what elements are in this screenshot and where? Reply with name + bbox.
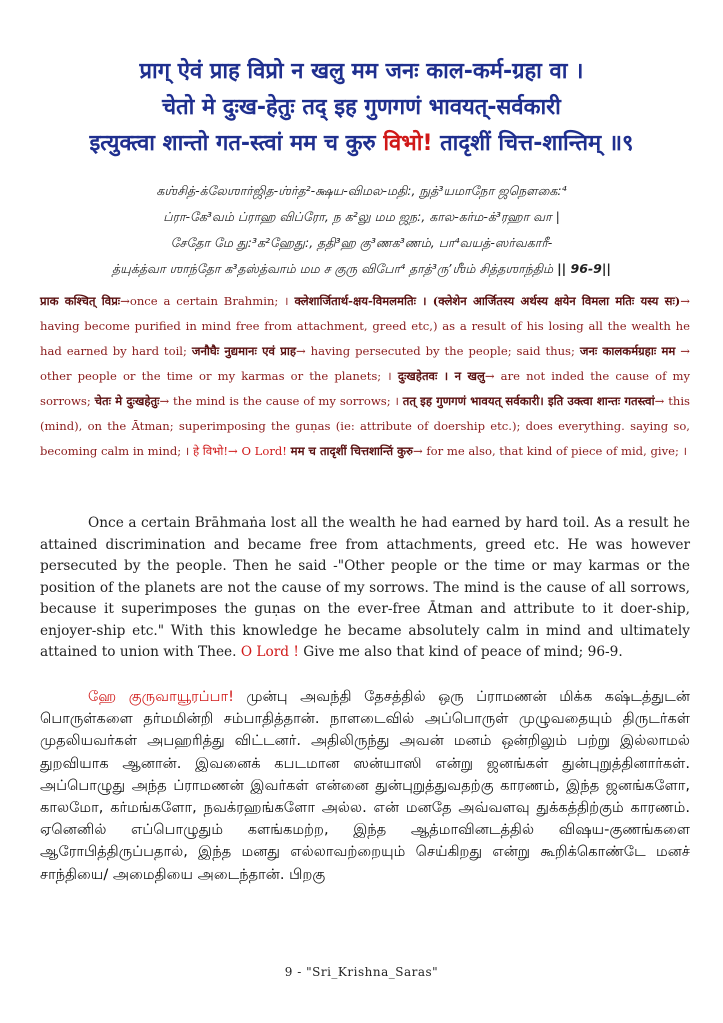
- wm-gloss-3: → having persecuted by the people; said thus;: [296, 344, 580, 358]
- tamil-verse-line-4: [0, 261, 723, 278]
- wm-term-2: क्लेशार्जितार्थ-क्षय-विमलमतिः । (क्लेशेन आर्जितस्य अर्थस्य क्षयेन विमला मतिः यस्य सः): [294, 294, 681, 308]
- sanskrit-verse-line-3: [0, 127, 723, 157]
- tamil-text: முன்பு அவந்தி தேசத்தில் ஒரு ப்ராமணன் மிக்க கஷ்டத்துடன் பொருள்களை தர்மமின்றி சம்பாதித்தான். நாளடைவில் அப்பொருள் முழுவதையும் திருடர்கள் முதலியவர்கள் அபஹரித்து விட்டனர். அதிலிருந்து அவன் மனம் ஒன்றிலும் பற்று இல்லாமல் துறவியாக ஆனான். இவனைக் கபடமான ஸன்யாஸி என்று ஜனங்கள் துன்புறுத்தினார்கள். அப்பொழுது அந்த ப்ராமணன் இவர்கள் என்னை துன்புறுத்துவதற்கு காரணம், இந்த ஜனங்களோ, காலமோ, கர்மங்களோ, நவக்ரஹங்களோ அல்ல. என் மனதே அவ்வளவு துக்கத்திற்கும் காரணம். ஏனெனில் எப்பொழுதும் களங்கமற்ற, இந்த ஆத்மாவினடத்தில் விஷய-குணங்களை ஆரோபித்திருப்பதால், இந்த மனது எல்லாவற்றையும் செய்கிறது என்று கூறிக்கொண்டே மனச் சாந்தியை/ அமைதியை அடைந்தான். பிறகு: [40, 688, 690, 883]
- english-text: Once a certain Brāhmaṅa lost all the wealth he had earned by hard toil. As a result he attained discrimination and became free from attachments, greed etc. He was however persecuted by the people. Then he said -"Other people or the time or may karmas or the position of the planets are not the cause of my sorrows. The mind is the cause of all sorrows, because it superimposes the guṇas on the ever-free Ātman and attribute to it doer-ship, enjoyer-ship etc." With this knowledge he became absolutely calm in mind and ultimately attained to union with Thee.: [40, 515, 690, 660]
- tamil-commentary: [40, 686, 690, 886]
- wm-gloss-5: → are not inded the cause of my sorrows;: [40, 369, 691, 408]
- sanskrit-verse-line-2: चेतो मे दुःख-हेतुः तद् इह गुणगणं भावयत्-सर्वकारी: [162, 95, 561, 120]
- wm-term-5: दुःखहेतवः । न खलु: [397, 369, 485, 383]
- wm-gloss-6: → the mind is the cause of my sorrows; ।: [159, 394, 403, 408]
- english-tail: Give me also that kind of peace of mind; 96-9.: [298, 644, 623, 660]
- wm-vocative: हे विभो!→ O Lord!: [192, 444, 287, 458]
- english-vocative: O Lord !: [240, 644, 299, 660]
- word-meaning-block: [40, 289, 690, 464]
- english-translation: [40, 513, 690, 664]
- verse-vocative-vibho: विभो!: [383, 131, 433, 156]
- wm-term-9: मम च तादृशीं चित्तशान्तिं कुरु: [290, 444, 413, 458]
- wm-gloss-1: →once a certain Brahmin; ।: [120, 294, 295, 308]
- wm-gloss-4: → other people or the time or my karmas or the planets; ।: [40, 344, 690, 383]
- wm-gloss-2: → having become purified in mind free from attachment, greed etc,) as a result of his losing all the wealth he had earned by hard toil;: [40, 294, 690, 358]
- tamil-verse-line-4-text: த்யுக்த்வா ஶாந்தோ க³தஸ்த்வாம் மம ச குரு விபோ⁴ தாத்³ருʼஶீம் சித்தஶாந்திம்: [112, 261, 558, 276]
- wm-term-7: तत् इह गुणगणं भावयत् सर्वकारी। इति उक्त्वा शान्तः गतस्त्वां: [402, 394, 655, 408]
- tamil-vocative: ஹே குருவாயூரப்பா!: [88, 688, 234, 705]
- wm-term-1: प्राक कश्चित् विप्रः: [40, 294, 121, 308]
- verse-line-3-end: तादृशीं चित्त-शान्तिम् ॥९: [432, 131, 634, 156]
- wm-gloss-9: → for me also, that kind of piece of mid, give; ।: [412, 444, 687, 458]
- sanskrit-verse-line-1: प्राग् ऐवं प्राह विप्रो न खलु मम जनः काल-कर्म-ग्रहा वा ।: [139, 59, 584, 84]
- wm-gloss-7: → this (mind), on the Ātman; superimposing the guṇas (ie: attribute of doership etc.); does everything. saying so, becoming calm in mind; ।: [40, 394, 690, 458]
- tamil-verse-line-2: ப்ரா-கே³வம் ப்ராஹ விப்ரோ, ந க²லு மம ஜந:, கால-கர்ம-க்³ரஹா வா |: [163, 209, 560, 224]
- wm-term-3: जनौघैः नुद्यमानः एवं प्राह: [191, 344, 297, 358]
- wm-term-6: चेतः मे दुःखहेतुः: [94, 394, 160, 408]
- tamil-verse-line-1: கஶ்சித்-க்லேஶார்ஜித-ஶ்ர்த²-க்ஷய-விமல-மதி:, நுத்³யமாநோ ஜநௌகை:⁴: [156, 183, 567, 198]
- page-footer: 9 - "Sri_Krishna_Saras": [284, 965, 439, 979]
- verse-number: || 96-9||: [557, 261, 611, 276]
- verse-line-3-start: इत्युक्त्वा शान्तो गत-स्त्वां मम च कुरु: [89, 131, 384, 156]
- tamil-verse-line-3: சேதோ மே து:³க²ஹேது:, ததி³ஹ கு³ணக³ணம், பா⁴வயத்-ஸர்வகாரீ-: [170, 235, 553, 250]
- wm-term-4: जनः कालकर्मग्रहाः मम: [579, 344, 676, 358]
